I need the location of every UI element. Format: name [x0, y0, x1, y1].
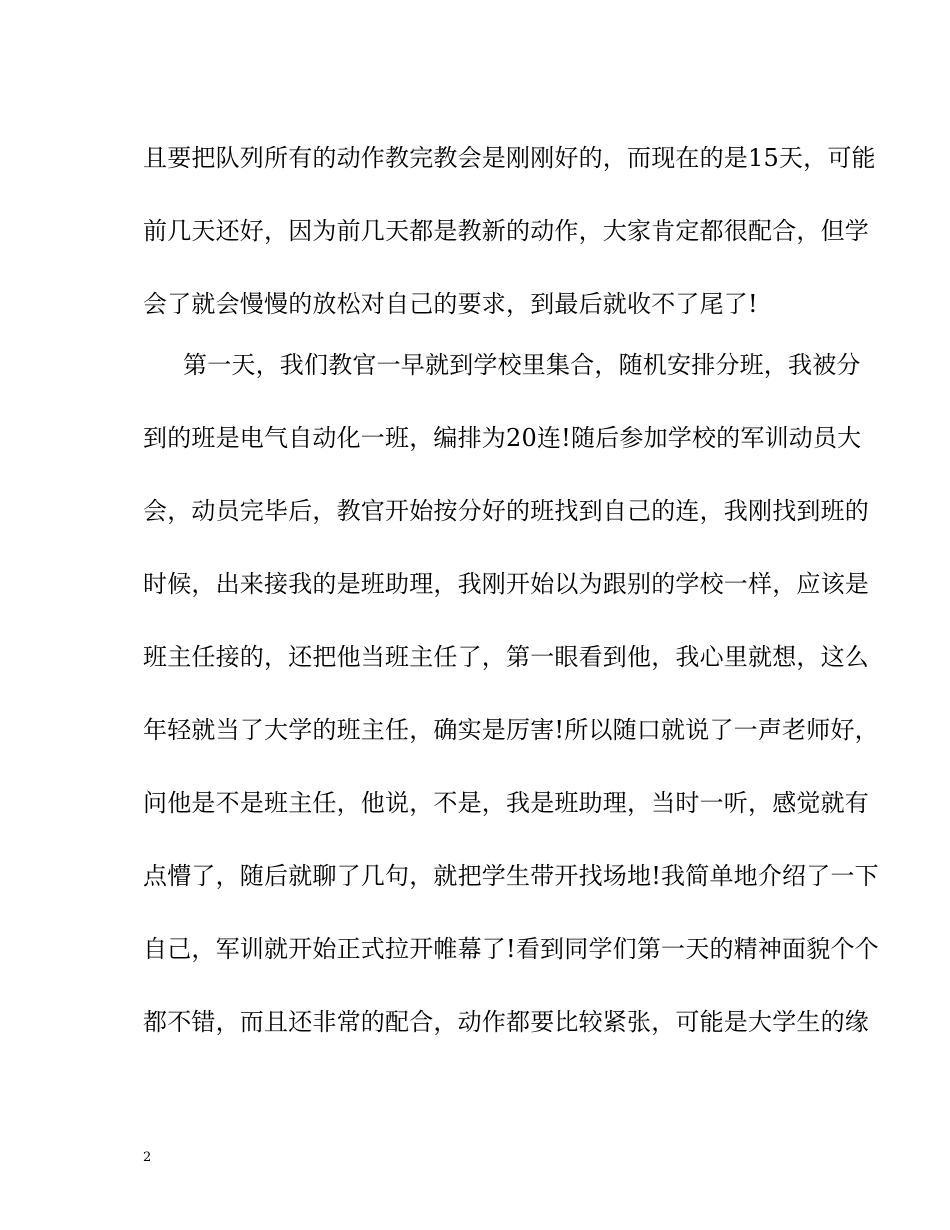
paragraph-line: 点懵了，随后就聊了几句，就把学生带开找场地!我简单地介绍了一下 [143, 862, 879, 890]
paragraph-line: 且要把队列所有的动作教完教会是刚刚好的，而现在的是15天，可能 [143, 144, 876, 172]
paragraph-line: 都不错，而且还非常的配合，动作都要比较紧张，可能是大学生的缘 [143, 1008, 869, 1036]
paragraph-line: 会，动员完毕后，教官开始按分好的班找到自己的连，我刚找到班的 [143, 497, 869, 525]
paragraph-line-indented: 第一天，我们教官一早就到学校里集合，随机安排分班，我被分 [183, 351, 861, 379]
paragraph-line: 时候，出来接我的是班助理，我刚开始以为跟别的学校一样，应该是 [143, 570, 869, 598]
paragraph-line: 到的班是电气自动化一班，编排为20连!随后参加学校的军训动员大 [143, 424, 862, 452]
paragraph-line: 自己，军训就开始正式拉开帷幕了!看到同学们第一天的精神面貌个个 [143, 935, 879, 963]
paragraph-line: 班主任接的，还把他当班主任了，第一眼看到他，我心里就想，这么 [143, 643, 869, 671]
paragraph-line: 问他是不是班主任，他说，不是，我是班助理，当时一听，感觉就有 [143, 789, 869, 817]
page-number: 2 [143, 1150, 152, 1165]
paragraph-line: 年轻就当了大学的班主任，确实是厉害!所以随口就说了一声老师好， [143, 716, 879, 744]
paragraph-line: 前几天还好，因为前几天都是教新的动作，大家肯定都很配合，但学 [143, 217, 869, 245]
paragraph-line: 会了就会慢慢的放松对自己的要求，到最后就收不了尾了! [143, 290, 758, 318]
